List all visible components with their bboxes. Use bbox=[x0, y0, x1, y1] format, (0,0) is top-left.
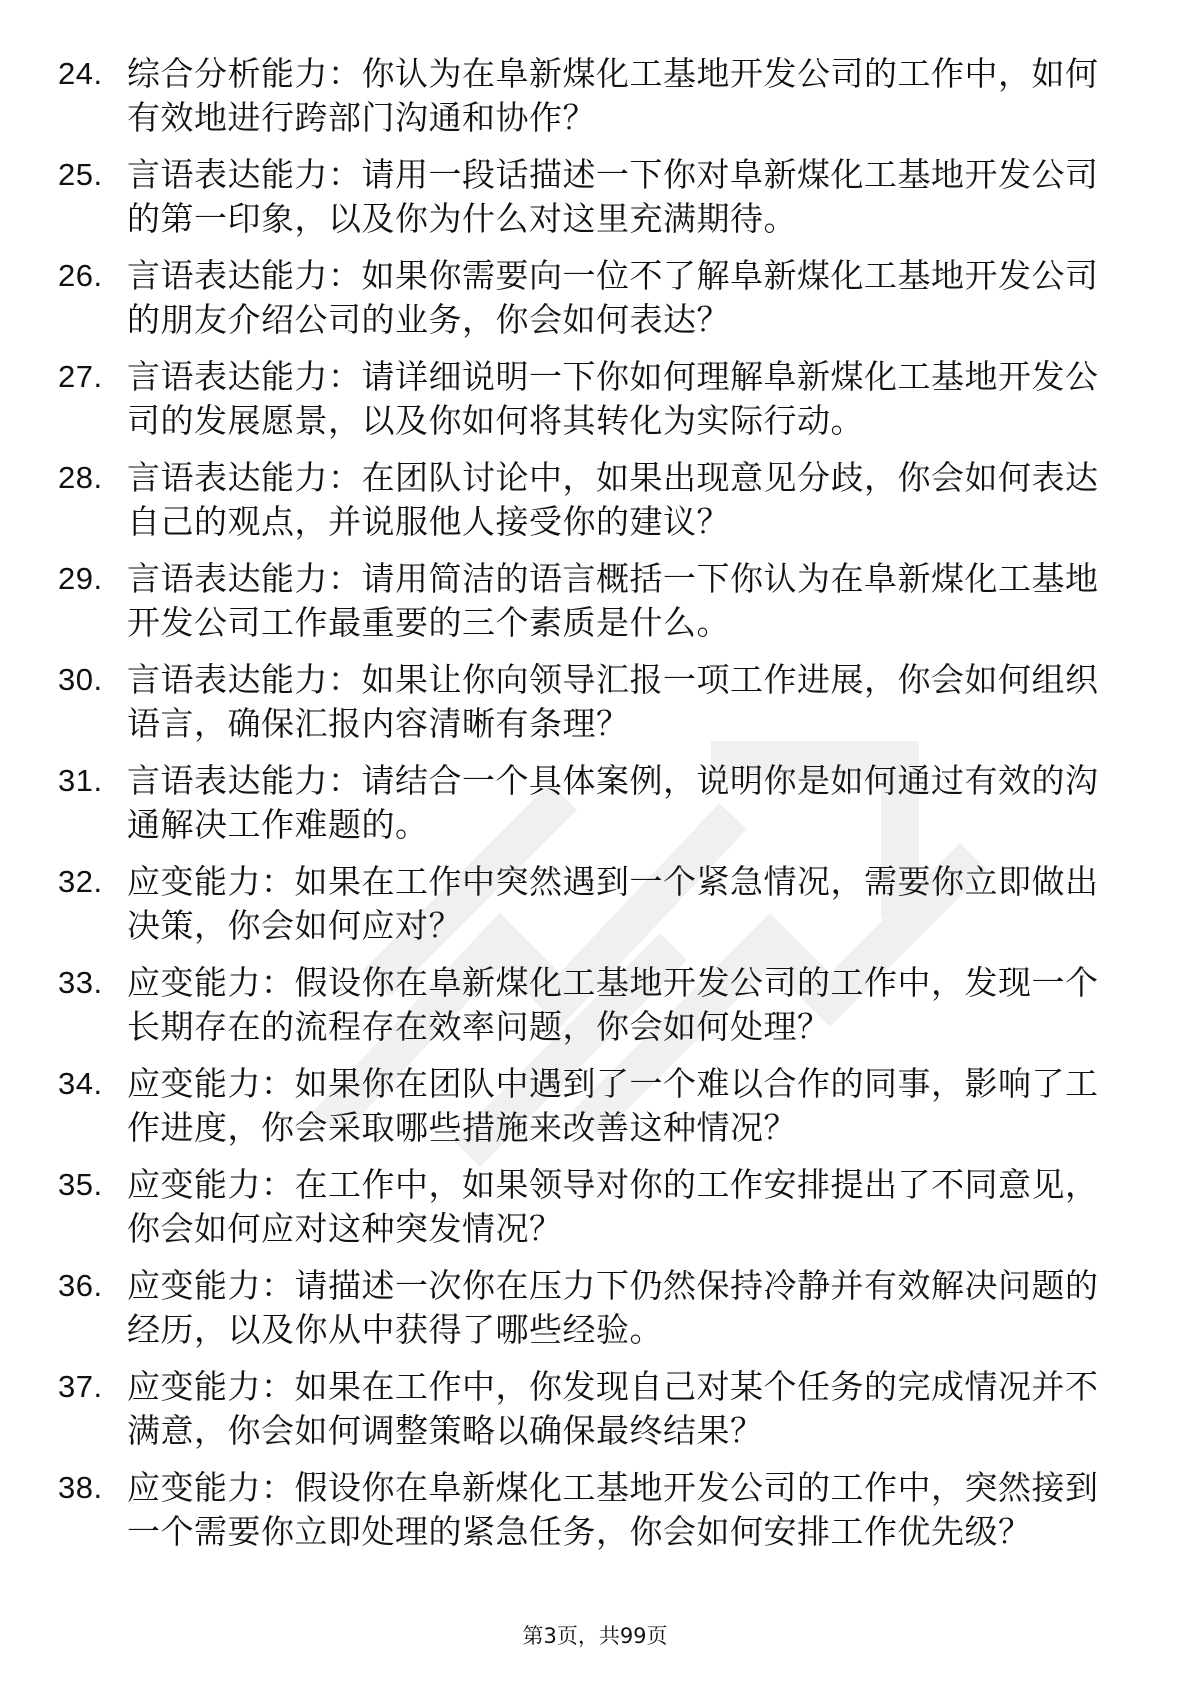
question-text: 言语表达能力：请详细说明一下你如何理解阜新煤化工基地开发公司的发展愿景，以及你如何将其转化为实际行动。 bbox=[127, 357, 1099, 440]
question-item bbox=[58, 759, 1108, 846]
question-number: 30. bbox=[58, 662, 103, 697]
question-number: 36. bbox=[58, 1268, 103, 1303]
question-item bbox=[58, 1466, 1108, 1553]
question-text: 应变能力：请描述一次你在压力下仍然保持冷静并有效解决问题的经历，以及你从中获得了哪些经验。 bbox=[127, 1266, 1099, 1349]
question-number: 24. bbox=[58, 56, 103, 91]
question-number: 26. bbox=[58, 258, 103, 293]
question-text: 言语表达能力：如果让你向领导汇报一项工作进展，你会如何组织语言，确保汇报内容清晰有条理？ bbox=[127, 660, 1099, 743]
question-number: 34. bbox=[58, 1066, 103, 1101]
question-text: 应变能力：在工作中，如果领导对你的工作安排提出了不同意见，你会如何应对这种突发情况？ bbox=[127, 1165, 1099, 1248]
question-text: 应变能力：假设你在阜新煤化工基地开发公司的工作中，发现一个长期存在的流程存在效率问题，你会如何处理？ bbox=[127, 963, 1099, 1046]
question-text: 言语表达能力：请用简洁的语言概括一下你认为在阜新煤化工基地开发公司工作最重要的三个素质是什么。 bbox=[127, 559, 1099, 642]
question-number: 28. bbox=[58, 460, 103, 495]
question-item bbox=[58, 860, 1108, 947]
page-number-footer: 第3页，共99页 bbox=[522, 1624, 668, 1648]
question-item bbox=[58, 254, 1108, 341]
question-text: 言语表达能力：请结合一个具体案例，说明你是如何通过有效的沟通解决工作难题的。 bbox=[127, 761, 1099, 844]
question-item bbox=[58, 1163, 1108, 1250]
question-item bbox=[58, 355, 1108, 442]
question-number: 29. bbox=[58, 561, 103, 596]
question-item bbox=[58, 1365, 1108, 1452]
question-item bbox=[58, 1264, 1108, 1351]
question-text: 言语表达能力：在团队讨论中，如果出现意见分歧，你会如何表达自己的观点，并说服他人接受你的建议？ bbox=[127, 458, 1099, 541]
question-item bbox=[58, 1062, 1108, 1149]
question-item bbox=[58, 52, 1108, 139]
question-item bbox=[58, 961, 1108, 1048]
question-item bbox=[58, 153, 1108, 240]
question-number: 38. bbox=[58, 1470, 103, 1505]
question-number: 27. bbox=[58, 359, 103, 394]
question-number: 33. bbox=[58, 965, 103, 1000]
question-number: 31. bbox=[58, 763, 103, 798]
question-number: 25. bbox=[58, 157, 103, 192]
question-text: 综合分析能力：你认为在阜新煤化工基地开发公司的工作中，如何有效地进行跨部门沟通和协作？ bbox=[127, 54, 1099, 137]
question-number: 35. bbox=[58, 1167, 103, 1202]
question-list bbox=[58, 52, 1108, 1567]
question-text: 言语表达能力：如果你需要向一位不了解阜新煤化工基地开发公司的朋友介绍公司的业务，你会如何表达？ bbox=[127, 256, 1099, 339]
question-item bbox=[58, 456, 1108, 543]
question-item bbox=[58, 557, 1108, 644]
question-number: 37. bbox=[58, 1369, 103, 1404]
question-text: 应变能力：如果在工作中，你发现自己对某个任务的完成情况并不满意，你会如何调整策略以确保最终结果？ bbox=[127, 1367, 1099, 1450]
question-number: 32. bbox=[58, 864, 103, 899]
question-text: 应变能力：如果你在团队中遇到了一个难以合作的同事，影响了工作进度，你会采取哪些措施来改善这种情况？ bbox=[127, 1064, 1099, 1147]
question-item bbox=[58, 658, 1108, 745]
question-text: 应变能力：假设你在阜新煤化工基地开发公司的工作中，突然接到一个需要你立即处理的紧急任务，你会如何安排工作优先级？ bbox=[127, 1468, 1099, 1551]
question-text: 应变能力：如果在工作中突然遇到一个紧急情况，需要你立即做出决策，你会如何应对？ bbox=[127, 862, 1099, 945]
question-text: 言语表达能力：请用一段话描述一下你对阜新煤化工基地开发公司的第一印象，以及你为什么对这里充满期待。 bbox=[127, 155, 1099, 238]
